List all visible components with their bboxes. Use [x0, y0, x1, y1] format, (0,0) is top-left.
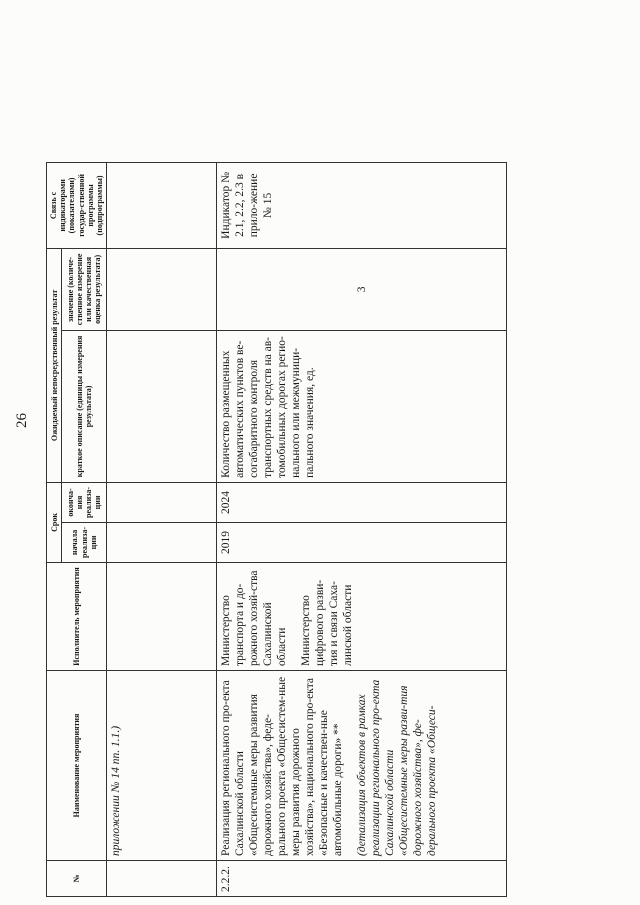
header-result-desc: краткое описание (единицы измерения результата): [62, 330, 107, 482]
cell-link: Индикатор № 2.1, 2.2, 2.3 в прило-жение № 15: [217, 162, 507, 248]
executor-digital: Министерство цифрового разви-тия и связи Саха-линской области: [300, 579, 355, 666]
measure-note: (детализация объектов в рамках реализации регионального про-екта Сахалинской области «Общесистемные меры разви-тия дорожного хозяйства», фе-дерального проекта «Общеси-: [356, 679, 439, 856]
header-link: Связь с индикаторами (показателями) государ-ственной программы (подпрограммы): [47, 162, 107, 248]
measure-name: Реализация регионального про-екта Сахалинской области «Общесистемные меры развития дорожного хозяйства», феде-рального проекта «Общесистем-ные меры развития дорожного хозяйства», национального про-екта «Безопасные и качествен-ные автомобильные дороги» **: [220, 676, 345, 856]
header-num: №: [47, 861, 107, 897]
cell-executor: [107, 563, 217, 671]
header-executor: Исполнитель мероприятия: [47, 563, 107, 671]
header-row-1: [47, 162, 62, 896]
cell-desc: Количество размещенных автоматических пунктов ве-согабаритного контроля транспортных средств на ав-томобильных дорогах регио-нального или межмуници-пального значения, ед.: [217, 330, 507, 482]
executor-transport: Министерство транспорта и до-рожного хозяй-ства Сахалинской области: [220, 570, 289, 666]
cell-desc: [107, 330, 217, 482]
header-result-value: значение (количе-ственное измерение или качественная оценка результата): [62, 248, 107, 330]
cell-name: приложении № 14 пп. 1.1.): [107, 671, 217, 861]
page-number: 26: [14, 413, 30, 428]
measures-table: [46, 162, 507, 897]
table-row: [217, 162, 507, 896]
header-term: Срок: [47, 482, 62, 562]
cell-end: [107, 482, 217, 522]
cell-value: [107, 248, 217, 330]
cell-name: [217, 671, 507, 861]
header-result: Ожидаемый непосредственный результат: [47, 248, 62, 482]
table-row: [107, 162, 217, 896]
cell-link: [107, 162, 217, 248]
cell-num: 2.2.2.: [217, 861, 507, 897]
cell-end: 2024: [217, 482, 507, 522]
header-term-end: оконча-ния реализа-ции: [62, 482, 107, 522]
cell-num: [107, 861, 217, 897]
cell-executor: [217, 563, 507, 671]
header-term-start: начала реализа-ции: [62, 522, 107, 562]
cell-start: 2019: [217, 522, 507, 562]
header-name: Наименование мероприятия: [47, 671, 107, 861]
cell-start: [107, 522, 217, 562]
cell-value: 3: [217, 248, 507, 330]
